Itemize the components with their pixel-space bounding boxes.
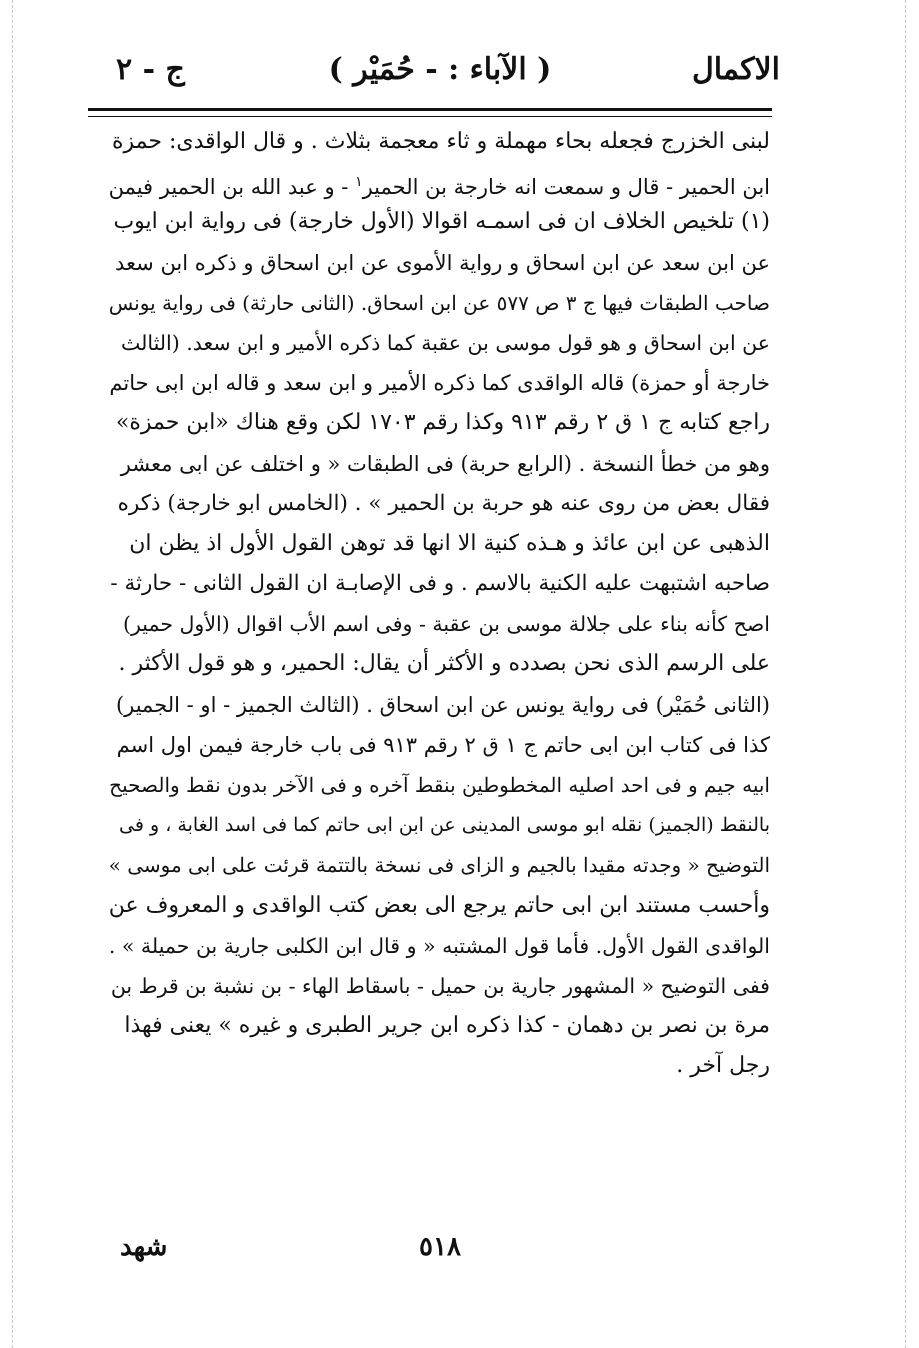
footnote-line: (الثانى حُمَيْر) فى رواية يونس عن ابن اسحاق . (الثالث الجميز - او - الجمير) bbox=[115, 692, 770, 717]
footnote-line: الذهبى عن ابن عائذ و هـذه كنية الا انها قد توهن القول الأول اذ يظن ان bbox=[129, 530, 770, 556]
body-text bbox=[108, 122, 770, 1087]
header-rule-thick bbox=[88, 108, 772, 111]
footnote-line: رجل آخر . bbox=[676, 1053, 770, 1079]
footnote-line: راجع كتابه ج ١ ق ٢ رقم ٩١٣ وكذا رقم ١٧٠٣ لكن وقع هناك «ابن حمزة» bbox=[115, 410, 770, 436]
footnote-line: الواقدى القول الأول. فأما قول المشتبه « و قال ابن الكلبى جارية بن حميلة » . bbox=[108, 933, 770, 958]
footnote-line: وهو من خطأ النسخة . (الرابع حربة) فى الطبقات « و اختلف عن ابى معشر bbox=[120, 451, 770, 476]
footnote-reference-mark: ١ bbox=[355, 174, 363, 191]
volume-label: ج - ٢ bbox=[116, 52, 185, 87]
footnote-line: ففى التوضيح « المشهور جارية بن حميل - باسقاط الهاء - بن نشبة بن قرط بن bbox=[110, 973, 770, 998]
book-title: الاكمال bbox=[691, 52, 780, 87]
section-heading: ( الآباء : - حُمَيْر ) bbox=[328, 52, 552, 87]
page-edge-right bbox=[905, 0, 906, 1348]
running-header bbox=[100, 44, 780, 94]
footnote-line: صاحبه اشتبهت عليه الكنية بالاسم . و فى الإصابـة ان القول الثانى - حارثة - bbox=[110, 571, 770, 597]
text-line: ابن الحمير - قال و سمعت انه خارجة بن الحمير$^١$ - و عبد الله بن الحمير فيمن bbox=[108, 174, 770, 200]
footnote-line: عن ابن اسحاق و هو قول موسى بن عقبة كما ذكره الأمير و ابن سعد. (الثالث bbox=[120, 330, 770, 355]
footnote-line: بالنقط (الجميز) نقله ابو موسى المدينى عن ابن ابى حاتم كما فى اسد الغابة ، و فى bbox=[119, 814, 770, 837]
page-number: ٥١٨ bbox=[419, 1232, 461, 1262]
page-footer bbox=[100, 1232, 780, 1272]
footnote-line: صاحب الطبقات فيها ج ٣ ص ٥٧٧ عن ابن اسحاق. (الثانى حارثة) فى رواية يونس bbox=[108, 290, 770, 315]
footnote-line: كذا فى كتاب ابن ابى حاتم ج ١ ق ٢ رقم ٩١٣ فى باب خارجة فيمن اول اسم bbox=[116, 732, 770, 757]
footnote-line: مرة بن نصر بن دهمان - كذا ذكره ابن جرير الطبرى و غيره » يعنى فهذا bbox=[124, 1013, 770, 1039]
footnote-line: على الرسم الذى نحن بصدده و الأكثر أن يقال: الحمير، و هو قول الأكثر . bbox=[118, 651, 770, 677]
text-line: لبنى الخزرج فجعله بحاء مهملة و ثاء معجمة بثلاث . و قال الواقدى: حمزة bbox=[111, 129, 770, 154]
page-edge-left bbox=[12, 0, 13, 1348]
footnote-line: اصح كأنه بناء على جلالة موسى بن عقبة - وفى اسم الأب اقوال (الأول حمير) bbox=[122, 612, 770, 637]
footnote-line: وأحسب مستند ابن ابى حاتم يرجع الى بعض كتب الواقدى و المعروف عن bbox=[108, 892, 770, 918]
footnote-line: ابيه جيم و فى احد اصليه المخطوطين بنقط آخره و فى الآخر بدون نقط والصحيح bbox=[109, 773, 770, 797]
footnote-line: التوضيح « وجدته مقيدا بالجيم و الزاى فى نسخة بالتتمة قرئت على ابى موسى » bbox=[108, 853, 770, 878]
footnote-line: عن ابن سعد عن ابن اسحاق و رواية الأموى عن ابن اسحاق و ذكره ابن سعد bbox=[115, 250, 770, 275]
footnote-line: خارجة أو حمزة) قاله الواقدى كما ذكره الأمير و ابن سعد و قاله ابن ابى حاتم bbox=[109, 371, 770, 396]
signature-mark: شهد bbox=[120, 1232, 168, 1262]
footnote-line: (١) تلخيص الخلاف ان فى اسمـه اقوالا (الأول خارجة) فى رواية ابن ايوب bbox=[113, 209, 770, 235]
header-rule-thin bbox=[88, 116, 772, 117]
footnote-line: فقال بعض من روى عنه هو حربة بن الحمير » . (الخامس ابو خارجة) ذكره bbox=[117, 490, 770, 516]
